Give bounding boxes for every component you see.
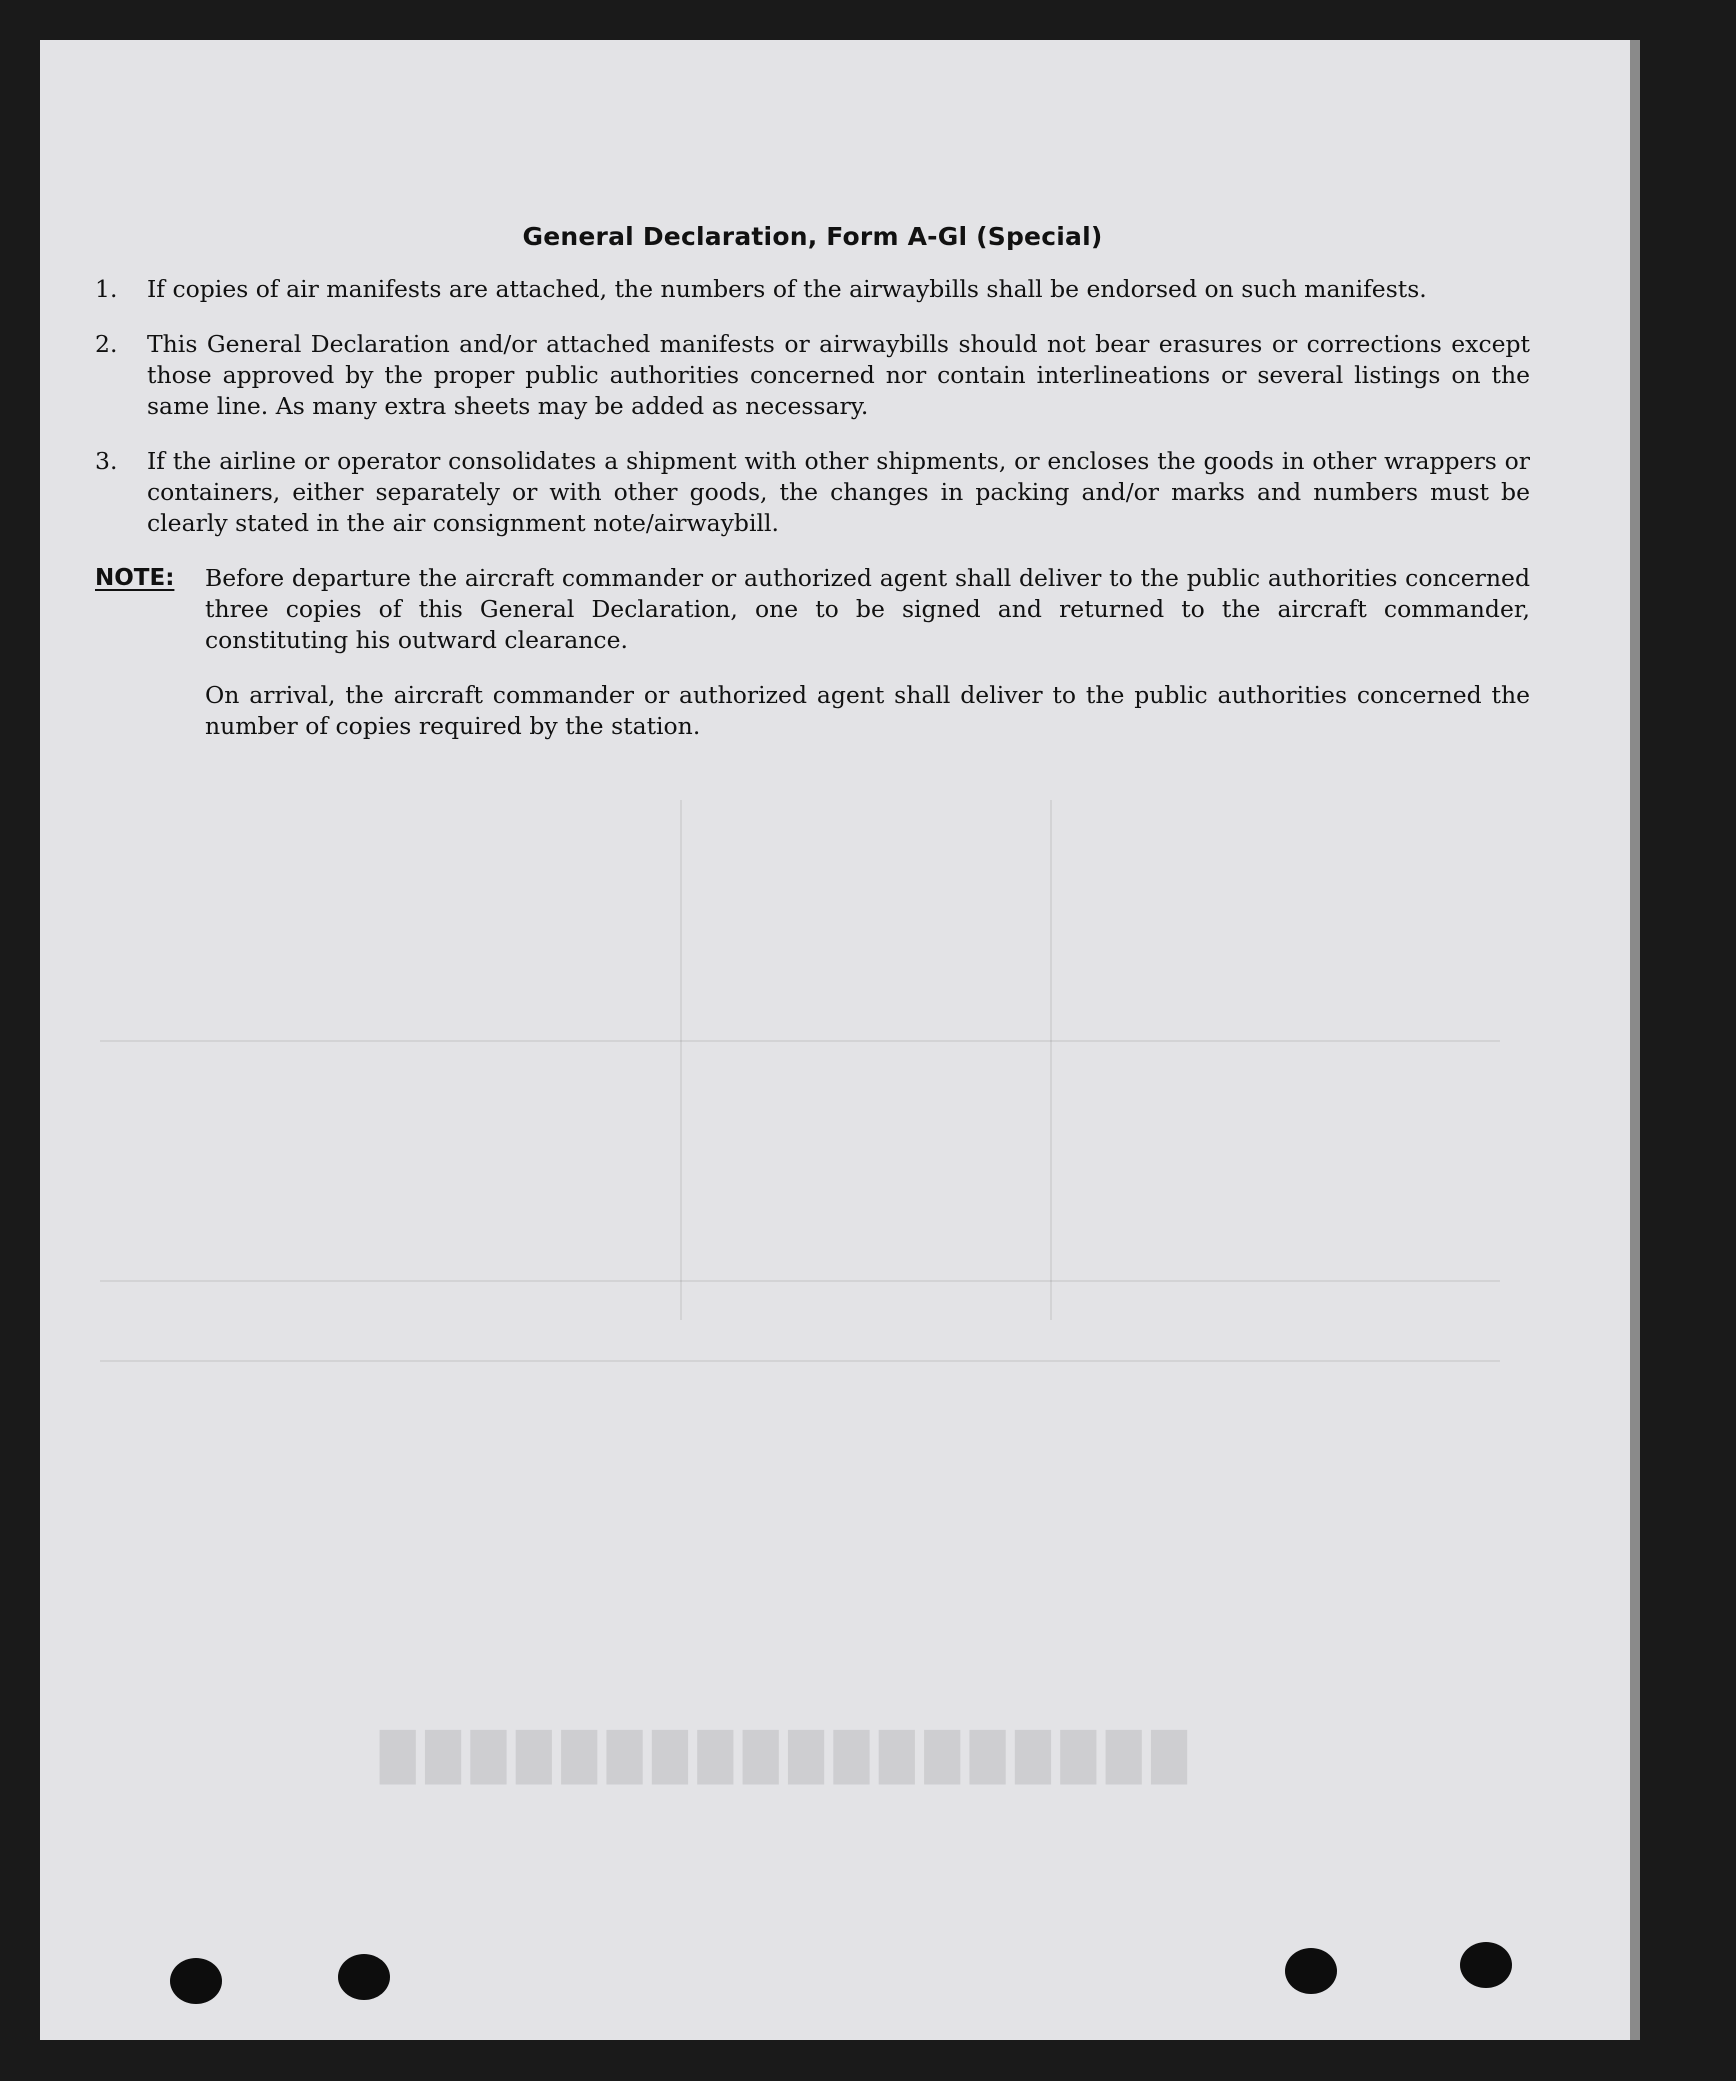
- item-number: 1.: [95, 275, 118, 303]
- show-through-rule: [100, 1040, 1500, 1042]
- show-through-rule: [680, 800, 682, 1320]
- show-through-rule: [100, 1360, 1500, 1362]
- item-text: If the airline or operator consolidates a shipment with other shipments, or encloses the goods in other wrappers or containers, either separately or with other goods, the changes in packing and/or marks and numbers must be clearly stated in the air consignment note/airwaybill.: [147, 447, 1530, 537]
- punch-hole: [1285, 1948, 1337, 1994]
- show-through-rule: [1050, 800, 1052, 1320]
- note-arrival-text: On arrival, the aircraft commander or authorized agent shall deliver to the public authorities concerned the number of copies required by the station.: [205, 681, 1530, 740]
- punch-hole: [170, 1958, 222, 2004]
- instructions-block: [95, 190, 1530, 742]
- note-block: [95, 563, 1530, 656]
- punch-hole: [1460, 1942, 1512, 1988]
- show-through-rule: [100, 1280, 1500, 1282]
- show-through-heading: ██████████████████: [370, 1730, 1187, 1784]
- instruction-item: [95, 446, 1530, 539]
- item-text: If copies of air manifests are attached, the numbers of the airwaybills shall be endorsed on such manifests.: [147, 275, 1427, 303]
- instruction-item: [95, 274, 1530, 305]
- document-title: General Declaration, Form A-Gl (Special): [522, 222, 1103, 251]
- note-label: [95, 563, 205, 656]
- item-number: 3.: [95, 447, 118, 475]
- punch-hole: [338, 1954, 390, 2000]
- note-label-text: NOTE:: [95, 565, 175, 591]
- page-edge: [1630, 40, 1640, 2040]
- note-text: Before departure the aircraft commander or authorized agent shall deliver to the public authorities concerned three copies of this General Declaration, one to be signed and returned to the aircraft commander, constituting his outward clearance.: [205, 564, 1530, 654]
- item-number: 2.: [95, 330, 118, 358]
- instruction-item: [95, 329, 1530, 422]
- item-text: This General Declaration and/or attached manifests or airwaybills should not bear erasures or corrections except those approved by the proper public authorities concerned nor contain interlineations or several listings on the same line. As many extra sheets may be added as necessary.: [147, 330, 1530, 420]
